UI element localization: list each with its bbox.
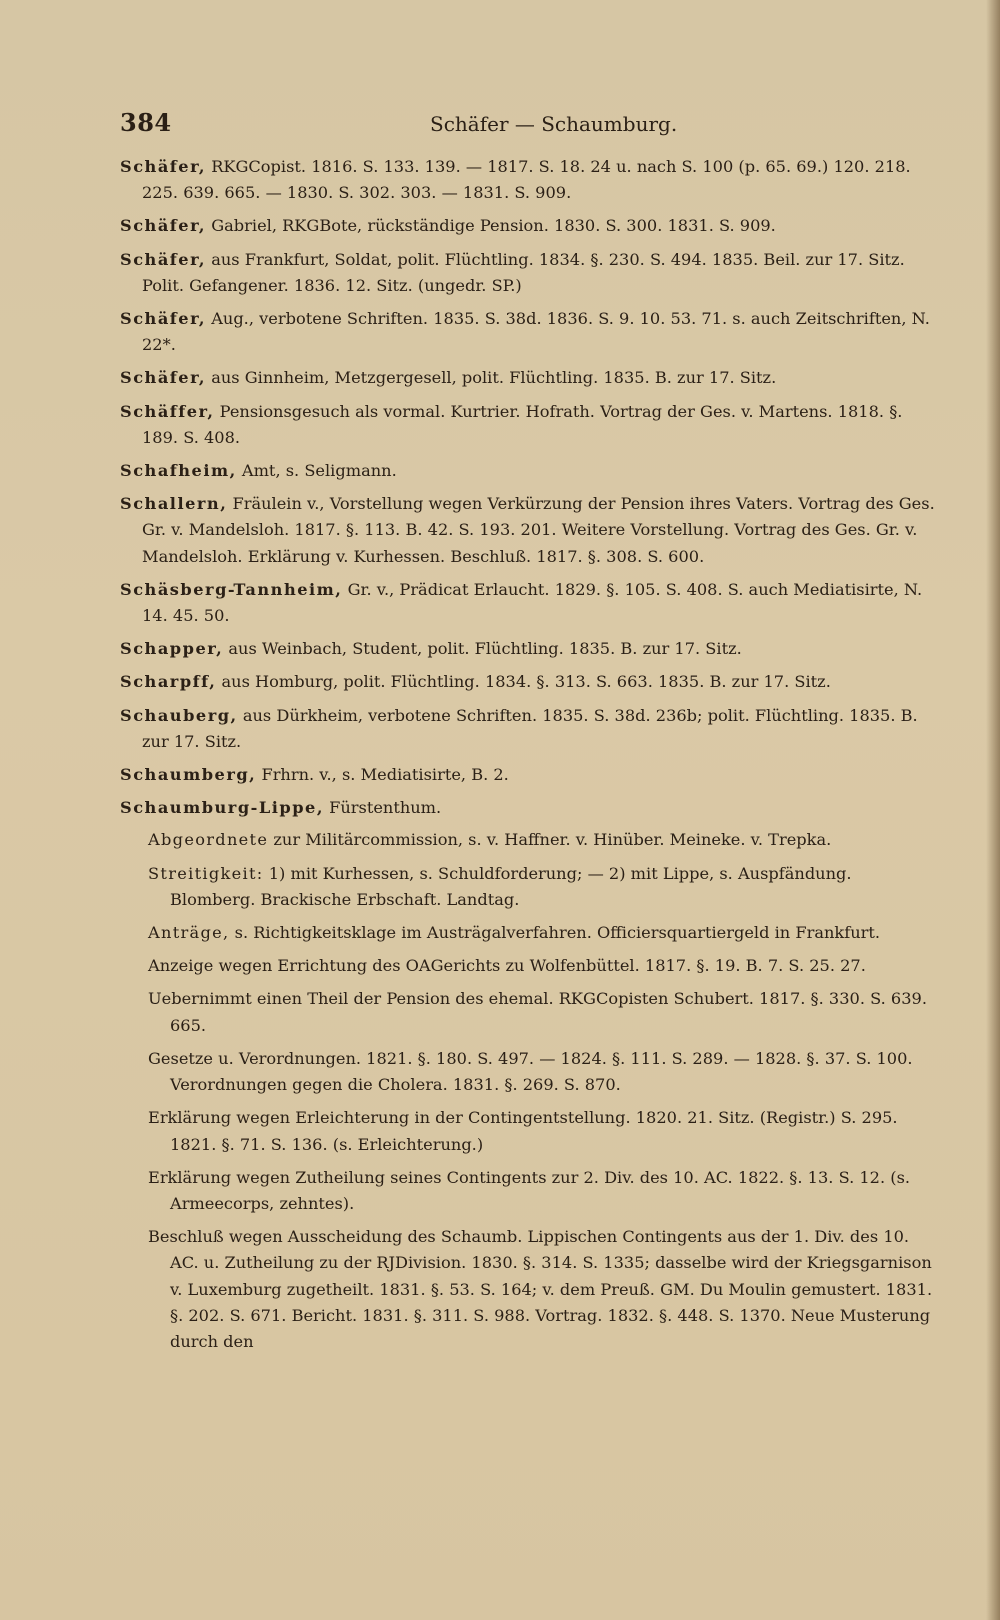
entry-head: Schäfer, <box>120 249 207 269</box>
index-entries <box>120 154 940 1362</box>
entry-text: Frhrn. v., s. Mediatisirte, B. 2. <box>256 765 509 785</box>
entry-head: Schäfer, <box>120 157 207 176</box>
entry-text: Gabriel, RKGBote, rückständige Pension. 1830. S. 300. 1831. S. 909. <box>206 216 776 236</box>
entry-text: RKGCopist. 1816. S. 133. 139. — 1817. S. 18. 24 u. nach S. 100 (p. 65. 69.) 120. 218. 225. 639. 665. — 1830. S. 302. 303. — 1831. S. 909. <box>142 157 911 203</box>
sub-entry <box>148 1224 940 1355</box>
entry-head: Schafheim, <box>120 461 237 481</box>
sub-entry <box>148 1046 940 1098</box>
index-entry <box>120 247 940 299</box>
sub-entry <box>148 827 940 853</box>
entry-text: Pensionsgesuch als vormal. Kurtrier. Hofrath. Vortrag der Ges. v. Martens. 1818. §. 189. S. 408. <box>142 401 903 447</box>
running-head: Schäfer — Schaumburg. <box>430 112 678 136</box>
sub-entry-head: Streitigkeit: <box>148 863 264 883</box>
entry-text: aus Ginnheim, Metzgergesell, polit. Flüchtling. 1835. B. zur 17. Sitz. <box>206 368 777 388</box>
entry-text: Aug., verbotene Schriften. 1835. S. 38d. 1836. S. 9. 10. 53. 71. s. auch Zeitschriften, N. 22*. <box>142 309 930 355</box>
index-entry <box>120 577 940 629</box>
entry-head: Schäfer, <box>120 309 207 329</box>
index-entry <box>120 458 940 484</box>
index-entry <box>120 795 940 821</box>
sub-entry-text: zur Militärcommission, s. v. Haffner. v. Hinüber. Meineke. v. Trepka. <box>268 830 832 850</box>
entry-text: aus Dürkheim, verbotene Schriften. 1835. S. 38d. 236b; polit. Flüchtling. 1835. B. zur 17. Sitz. <box>142 705 918 751</box>
entry-head: Schäfer, <box>120 368 207 388</box>
entry-head: Schauberg, <box>120 705 238 725</box>
sub-entry <box>148 953 940 979</box>
index-entry <box>120 636 940 662</box>
entry-head: Schaumburg-Lippe, <box>120 798 324 818</box>
index-entry <box>120 213 940 239</box>
index-entry <box>120 365 940 391</box>
sub-entry-text: Erklärung wegen Erleichterung in der Contingentstellung. 1820. 21. Sitz. (Registr.) S. 295. 1821. §. 71. S. 136. (s. Erleichterung.) <box>148 1108 898 1154</box>
index-entry <box>120 669 940 695</box>
sub-entry <box>148 986 940 1038</box>
entry-head: Schäsberg-Tannheim, <box>120 579 343 599</box>
entry-text: Amt, s. Seligmann. <box>236 461 397 481</box>
entry-text: Fräulein v., Vorstellung wegen Verkürzung der Pension ihres Vaters. Vortrag des Ges. Gr. v. Mandelsloh. 1817. §. 113. B. 42. S. 193. 201. Weitere Vorstellung. Vortrag des Ges. Gr. v. Mandelsloh. Erklärung v. Kurhessen. Beschluß. 1817. §. 308. S. 600. <box>142 494 935 566</box>
sub-entry <box>148 920 940 946</box>
entry-head: Schapper, <box>120 639 224 659</box>
entry-head: Schallern, <box>120 494 228 514</box>
index-entry <box>120 154 940 206</box>
index-entry <box>120 762 940 788</box>
entry-head: Scharpff, <box>120 672 217 692</box>
sub-entry-text: Beschluß wegen Ausscheidung des Schaumb. Lippischen Contingents aus der 1. Div. des 10. AC. u. Zutheilung zu der RJDivision. 1830. §. 314. S. 1335; dasselbe wird der Kriegsgarnison v. Luxemburg zugetheilt. 1831. §. 53. S. 164; v. dem Preuß. GM. Du Moulin gemustert. 1831. §. 202. S. 671. Bericht. 1831. §. 311. S. 988. Vortrag. 1832. §. 448. S. 1370. Neue Musterung durch den <box>148 1227 933 1351</box>
page-header <box>120 108 940 148</box>
sub-entry-text: Gesetze u. Verordnungen. 1821. §. 180. S. 497. — 1824. §. 111. S. 289. — 1828. §. 37. S. 100. Verordnungen gegen die Cholera. 1831. §. 269. S. 870. <box>148 1048 913 1095</box>
index-entry <box>120 491 940 570</box>
page-edge-shadow <box>986 0 1000 1620</box>
index-entry <box>120 399 940 451</box>
index-entry <box>120 703 940 755</box>
sub-entry-head: Abgeordnete <box>148 830 269 850</box>
page-number: 384 <box>120 108 172 137</box>
index-entry <box>120 306 940 358</box>
entry-head: Schäffer, <box>120 401 215 421</box>
sub-entry <box>148 1165 940 1217</box>
sub-entry-text: s. Richtigkeitsklage im Austrägalverfahren. Officiersquartiergeld in Frankfurt. <box>229 923 881 943</box>
entry-text: aus Frankfurt, Soldat, polit. Flüchtling. 1834. §. 230. S. 494. 1835. Beil. zur 17. Sitz. Polit. Gefangener. 1836. 12. Sitz. (ungedr. SP.) <box>142 249 905 295</box>
sub-entry <box>148 1105 940 1157</box>
entry-head: Schaumberg, <box>120 765 257 785</box>
sub-entry-text: Uebernimmt einen Theil der Pension des ehemal. RKGCopisten Schubert. 1817. §. 330. S. 639. 665. <box>148 989 927 1035</box>
sub-entry-head: Anträge, <box>148 923 230 943</box>
entry-text: Gr. v., Prädicat Erlaucht. 1829. §. 105. S. 408. S. auch Mediatisirte, N. 14. 45. 50. <box>142 579 923 626</box>
sub-entry <box>148 861 940 913</box>
entry-head: Schäfer, <box>120 216 207 236</box>
entry-text: aus Homburg, polit. Flüchtling. 1834. §. 313. S. 663. 1835. B. zur 17. Sitz. <box>216 672 831 692</box>
sub-entry-text: Erklärung wegen Zutheilung seines Contingents zur 2. Div. des 10. AC. 1822. §. 13. S. 12. (s. Armeecorps, zehntes). <box>148 1167 911 1213</box>
sub-entry-text: Anzeige wegen Errichtung des OAGerichts zu Wolfenbüttel. 1817. §. 19. B. 7. S. 25. 27. <box>148 956 866 976</box>
entry-text: Fürstenthum. <box>323 798 442 818</box>
entry-text: aus Weinbach, Student, polit. Flüchtling. 1835. B. zur 17. Sitz. <box>223 639 742 659</box>
sub-entry-text: 1) mit Kurhessen, s. Schuldforderung; — 2) mit Lippe, s. Auspfändung. Blomberg. Brackische Erbschaft. Landtag. <box>170 863 852 909</box>
